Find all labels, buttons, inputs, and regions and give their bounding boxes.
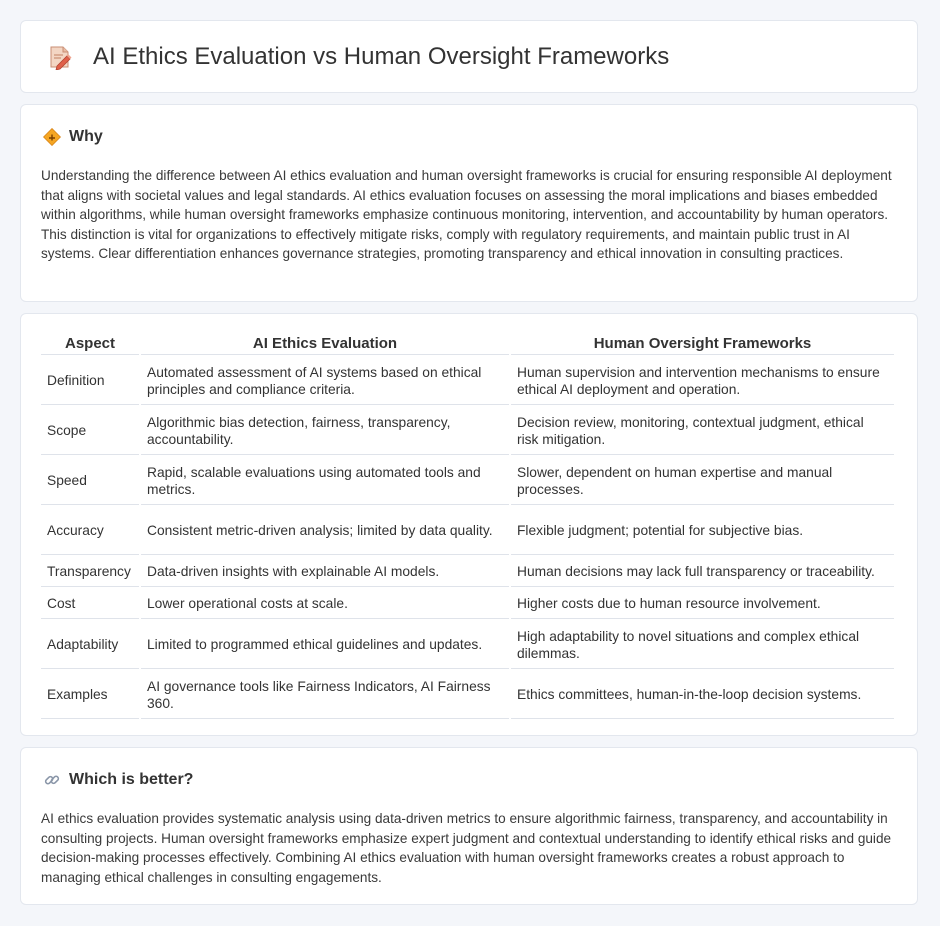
cell-aspect: Speed <box>41 457 139 505</box>
cell-ai: Limited to programmed ethical guidelines and updates. <box>141 621 509 669</box>
table-header-row <box>41 330 894 355</box>
cell-human: Ethics committees, human-in-the-loop decision systems. <box>511 671 894 719</box>
cell-ai: Algorithmic bias detection, fairness, transparency, accountability. <box>141 407 509 455</box>
title-row <box>21 21 917 92</box>
table-row <box>41 671 894 719</box>
cell-human: Human supervision and intervention mechanisms to ensure ethical AI deployment and operation. <box>511 357 894 405</box>
table-row <box>41 457 894 505</box>
table-row <box>41 507 894 555</box>
page-title: AI Ethics Evaluation vs Human Oversight Frameworks <box>93 42 670 70</box>
header-ai-ethics: AI Ethics Evaluation <box>141 330 509 355</box>
cell-ai: Consistent metric-driven analysis; limited by data quality. <box>141 507 509 555</box>
which-heading-text: Which is better? <box>69 771 194 788</box>
cell-ai: AI governance tools like Fairness Indicators, AI Fairness 360. <box>141 671 509 719</box>
cell-human: High adaptability to novel situations and complex ethical dilemmas. <box>511 621 894 669</box>
table-row <box>41 557 894 587</box>
cell-human: Higher costs due to human resource involvement. <box>511 589 894 619</box>
why-heading <box>43 125 897 149</box>
cell-human: Human decisions may lack full transparency or traceability. <box>511 557 894 587</box>
comparison-section <box>20 313 918 736</box>
link-icon <box>43 771 61 789</box>
why-paragraph: Understanding the difference between AI ethics evaluation and human oversight frameworks is crucial for ensuring responsible AI deployment that aligns with societal values and legal standards. AI ethics evaluation focuses on assessing the moral implications and biases embedded within algorithms, while human oversight frameworks emphasize continuous monitoring, intervention, and accountability by human operators. This distinction is vital for organizations to effectively mitigate risks, comply with regulatory requirements, and maintain public trust in AI systems. Clear differentiation enhances governance strategies, promoting transparency and ethical innovation in consulting practices. <box>41 168 892 261</box>
cell-aspect: Accuracy <box>41 507 139 555</box>
cell-human: Flexible judgment; potential for subjective bias. <box>511 507 894 555</box>
cell-human: Decision review, monitoring, contextual judgment, ethical risk mitigation. <box>511 407 894 455</box>
cell-ai: Rapid, scalable evaluations using automated tools and metrics. <box>141 457 509 505</box>
header-card <box>20 20 918 93</box>
why-heading-text: Why <box>69 128 103 145</box>
cell-aspect: Scope <box>41 407 139 455</box>
header-aspect: Aspect <box>41 330 139 355</box>
cell-aspect: Cost <box>41 589 139 619</box>
table-row <box>41 407 894 455</box>
which-paragraph: AI ethics evaluation provides systematic analysis using data-driven metrics to ensure algorithmic fairness, transparency, and accountability in consulting projects. Human oversight frameworks emphasize expert judgment and contextual understanding to identify ethical risks and guide decision-making processes effectively. Combining AI ethics evaluation with human oversight frameworks creates a robust approach to managing ethical challenges in consulting engagements. <box>41 811 892 885</box>
table-row <box>41 357 894 405</box>
cell-aspect: Adaptability <box>41 621 139 669</box>
comparison-table <box>39 328 896 721</box>
diamond-signal-icon <box>43 128 61 146</box>
cell-aspect: Examples <box>41 671 139 719</box>
cell-human: Slower, dependent on human expertise and manual processes. <box>511 457 894 505</box>
table-row <box>41 621 894 669</box>
cell-aspect: Transparency <box>41 557 139 587</box>
why-section <box>20 104 918 302</box>
document-pencil-icon <box>47 44 73 70</box>
cell-ai: Data-driven insights with explainable AI models. <box>141 557 509 587</box>
header-human-oversight: Human Oversight Frameworks <box>511 330 894 355</box>
which-section <box>20 747 918 905</box>
table-row <box>41 589 894 619</box>
which-heading <box>43 768 897 792</box>
cell-aspect: Definition <box>41 357 139 405</box>
cell-ai: Lower operational costs at scale. <box>141 589 509 619</box>
cell-ai: Automated assessment of AI systems based on ethical principles and compliance criteria. <box>141 357 509 405</box>
